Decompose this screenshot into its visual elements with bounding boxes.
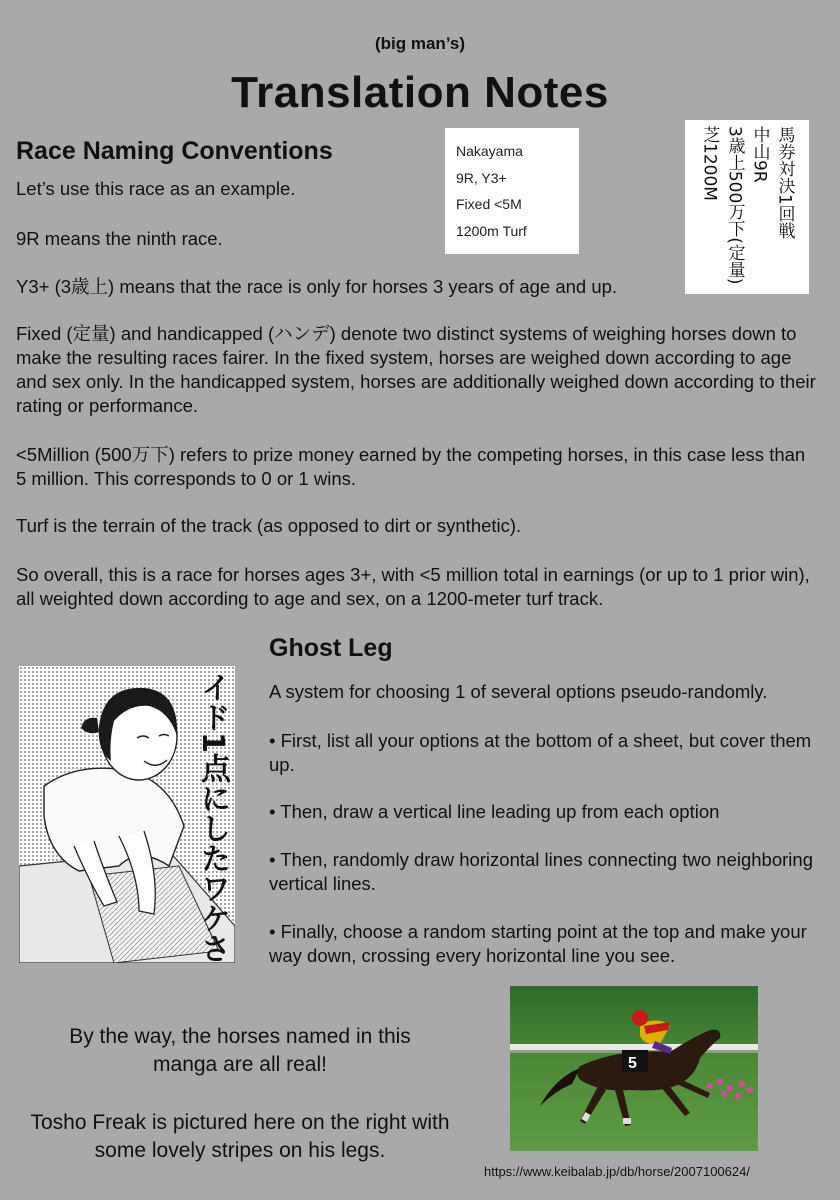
- race-para-3: Y3+ (3歳上) means that the race is only for horses 3 years of age and up.: [16, 276, 618, 297]
- source-url[interactable]: https://www.keibalab.jp/db/horse/2007100624/: [484, 1164, 750, 1179]
- footer-note-2: Tosho Freak is pictured here on the right with some lovely stripes on his legs.: [30, 1111, 450, 1162]
- race-distance: 1200m Turf: [456, 222, 527, 239]
- ghost-leg-step-1: • First, list all your options at the bottom of a sheet, but cover them up.: [269, 730, 812, 775]
- race-label-english: [445, 128, 579, 254]
- ghost-leg-intro: A system for choosing 1 of several options pseudo-randomly.: [269, 681, 768, 702]
- race-para-7: So overall, this is a race for horses ages 3+, with <5 million total in earnings (or up to 1 prior win), all weighted down according to age and sex, on a 1200-meter turf track.: [16, 564, 810, 609]
- racehorse-drawing: [510, 986, 758, 1151]
- jp-col-3: 3歳上500万下(定量): [724, 126, 745, 285]
- race-para-4: Fixed (定量) and handicapped (ハンデ) denote two distinct systems of weighing horses down to make the resulting races fairer. In the fixed system, horses are weighed down according to age and sex only. In the handicapped system, horses are additionally weighed down according to their rating or performance.: [16, 323, 816, 416]
- jp-col-2: 中山9R: [749, 126, 770, 183]
- race-number: 9R, Y3+: [456, 169, 507, 186]
- race-venue: Nakayama: [456, 143, 523, 159]
- race-para-1: Let’s use this race as an example.: [16, 178, 296, 199]
- race-para-5: <5Million (500万下) refers to prize money earned by the competing horses, in this case less than 5 million. This corresponds to 0 or 1 wins.: [16, 444, 806, 489]
- footer-note-1: By the way, the horses named in this manga are all real!: [69, 1025, 411, 1076]
- saddle-number: 5: [628, 1055, 637, 1072]
- race-para-2: 9R means the ninth race.: [16, 228, 223, 249]
- manga-caption-japanese: イド1点にしたワケさ: [195, 672, 230, 963]
- ghost-leg-heading: Ghost Leg: [269, 634, 393, 662]
- race-class: Fixed <5M: [456, 196, 522, 212]
- jp-col-1: 馬券対決1回戦: [774, 126, 795, 239]
- credit-line: (big man’s): [374, 34, 466, 53]
- manga-panel-image: [19, 666, 235, 963]
- ghost-leg-step-2: • Then, draw a vertical line leading up from each option: [269, 801, 720, 822]
- race-label-japanese: [685, 120, 809, 294]
- ghost-leg-step-3: • Then, randomly draw horizontal lines connecting two neighboring vertical lines.: [269, 849, 813, 894]
- jp-col-4: 芝1200M: [699, 126, 720, 201]
- ghost-leg-step-4: • Finally, choose a random starting point at the top and make your way down, crossing every horizontal line you see.: [269, 921, 807, 966]
- page-title: Translation Notes: [231, 68, 609, 117]
- race-heading: Race Naming Conventions: [16, 137, 333, 165]
- racehorse-photo: [510, 986, 758, 1151]
- race-para-6: Turf is the terrain of the track (as opposed to dirt or synthetic).: [16, 515, 522, 536]
